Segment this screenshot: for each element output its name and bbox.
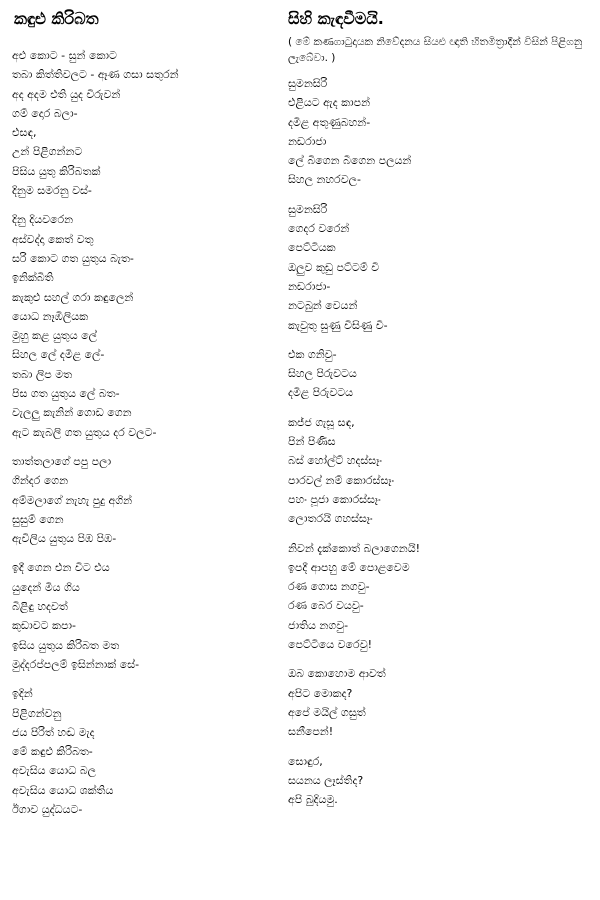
stanza: [288, 539, 594, 655]
poem-line: ජය පිරිත් හඬ මැද: [12, 725, 95, 739]
poem-line: තාත්තලාගේ පපු පලා: [12, 454, 112, 468]
poem-line: මුහු කළ යුතුය ලේ: [12, 329, 98, 343]
poem-line: අපි බුදියමු.: [288, 793, 338, 807]
poem-line: අපේ මයිල් ගසුත්: [288, 705, 366, 719]
stanza-gap: [288, 742, 594, 752]
poem-line: ඇවිලිය යුතුය පිඹ පිඹ-: [12, 532, 117, 546]
poem-line: මේ කඳුළු කිරිබත-: [12, 745, 93, 759]
poem-line: යුදෙන් මිය ගිය: [12, 580, 80, 594]
poem-line: මුද්දරප්පලම් ඉසින්නාක් සේ-: [12, 657, 140, 671]
poem-line: පෙට්ටියක: [288, 241, 336, 255]
poem-line: පිසිය යුතු කිරිබතක්: [12, 164, 101, 178]
poem-line: සනීපෙන්!: [288, 725, 334, 739]
stanza: [288, 664, 594, 741]
poem-line: අස්වද්දා කෙත් වතු: [12, 232, 94, 246]
poem-line: ගෙදර වරෙන්: [288, 222, 350, 236]
poem-line: ගින්දර ගෙන: [12, 474, 69, 488]
poem-line: පිළිගන්වනු: [12, 706, 62, 720]
poem-intro: ( මේ කණගාටුදායක නිවේදනය සියළු ඥාති හිතමිත්‍රාදීන් විසින් පිළිගනු ලැබේවා. ): [288, 36, 583, 64]
poem-line: සොඳුර,: [288, 754, 323, 768]
stanza-gap: [12, 442, 274, 452]
poem-line: ඉසිය යුතුය කිරිබත මත: [12, 638, 120, 652]
poem-line: රණ ගොස නගවු-: [288, 580, 370, 594]
poem-line: අම්මලාගේ නැහැ පුදු අගින්: [12, 493, 133, 507]
stanza: [12, 684, 274, 819]
poem-line: සරි කොට ගත යුතුය බැත-: [12, 251, 134, 265]
poem-line: ඉපදී ආපහු මේ පොළවෙම: [288, 560, 410, 574]
poem-line: සුමනසිරි: [288, 202, 328, 216]
poem-line: සුමනසිරි: [288, 77, 328, 90]
stanza: [12, 558, 274, 674]
poem-line: තබා ලිප මත: [12, 367, 73, 381]
stanza-gap: [12, 674, 274, 684]
poem-line: පෙට්ටියෙ වරෙවු!: [288, 638, 373, 652]
poem-line: බිළිඳු හදවත්: [12, 600, 68, 614]
poem-line: කැවුතු සුණු විසිණු වී-: [288, 318, 388, 332]
stanza-gap: [12, 548, 274, 558]
poem-line: එසඳ,: [12, 126, 37, 140]
poem-line: සයනය ලෑස්තිද?: [288, 773, 364, 787]
poem-line: සිහල පිරුවටය: [288, 367, 357, 381]
poem-line: පාරවල් නම් කොරස්සෑං: [288, 473, 395, 487]
poem-line: දිනු දියවරෙන: [12, 213, 74, 227]
stanza: [288, 413, 594, 529]
poem-line: අවැසිය යොධ ශක්තිය: [12, 783, 114, 797]
poem-line: අවැසිය යොධ බල: [12, 764, 96, 778]
poem-line: පිස ගත යුතුය ලේ බත-: [12, 387, 120, 401]
poem-line: පින් පිණිස: [288, 435, 336, 449]
poem-line: එළියට ඇද කාපන්: [288, 96, 371, 110]
poem-line: සිහල නහරවල-: [288, 173, 361, 187]
poem-line: දිනුම සමරනු වස්-: [12, 184, 92, 198]
stanza-gap: [288, 335, 594, 345]
poem-right: [288, 8, 594, 809]
stanza: [288, 345, 594, 403]
poem-body: [288, 74, 594, 809]
stanza-gap: [288, 190, 594, 200]
poem-line: බස් හෝල්ට් හදස්සෑං: [288, 454, 383, 468]
stanza: [12, 46, 274, 200]
stanza: [12, 210, 274, 442]
poem-line: සිහල ලේ දමිළ ලේ-: [12, 348, 105, 362]
poem-line: අපිට මොකද?: [288, 686, 353, 700]
poem-line: අද අදම එති යුද විරුවන්: [12, 87, 121, 101]
poem-line: කුඩාවට කපා-: [12, 619, 76, 633]
poem-title: කඳුළු කිරිබත: [14, 9, 99, 28]
poem-line: සුසුම් ගෙන: [12, 512, 64, 526]
poem-line: ඔබ කොහොම ආවත්: [288, 667, 386, 681]
poem-line: ගම් දොර බලා-: [12, 106, 78, 120]
stanza: [288, 200, 594, 335]
poem-left: [12, 8, 274, 819]
poem-line: කජ්ජ ගැසූ සඳ,: [288, 415, 355, 429]
stanza: [288, 752, 594, 810]
poem-line: නඩරාජා-: [288, 279, 331, 293]
poem-line: රණ බෙර වයවු-: [288, 599, 364, 613]
poem-line: කැකුළු සහල් ගරා කඳුලෙන්: [12, 290, 134, 304]
poem-line: තබා කිත්තිවලට - ඈණ ගසා සතුරන්: [12, 68, 179, 82]
poem-line: නඩරාජා: [288, 134, 327, 148]
poem-line: අළු කොට - සුන් කොට: [12, 49, 117, 62]
poem-line: ඉදින්: [12, 687, 33, 701]
poem-line: ලේ බීගෙන බීගෙන පලයන්: [288, 154, 412, 168]
poem-line: ලොතරයි ගහස්සෑං: [288, 512, 373, 526]
poem-line: එක ගනිවු-: [288, 347, 337, 361]
poem-line: ඔලුව කුඩු පට්ටම් වී: [288, 260, 380, 274]
poem-line: යොධ නෑඹිලියක: [12, 309, 89, 323]
stanza-gap: [288, 529, 594, 539]
poem-body: [12, 46, 274, 819]
poem-line: වැලලු කැනින් ගොඩ ගෙන: [12, 406, 132, 420]
poem-line: උන් පිළිගන්නට: [12, 145, 83, 159]
stanza-gap: [288, 403, 594, 413]
poem-title: සිහි කැඳවීමයි.: [288, 9, 384, 28]
stanza-gap: [12, 200, 274, 210]
poem-line: ජාතිය නගවු-: [288, 618, 349, 632]
poem-line: ඇට කැබලි ගත යුතුය දර වලට-: [12, 425, 157, 439]
poem-line: දමිළ අතුණුබහන්-: [288, 115, 371, 129]
poem-line: නටබුන් වෙයන්: [288, 299, 358, 313]
poem-line: ඊගාව යුද්ධයට-: [12, 802, 83, 816]
poem-line: නිවන් දැක්කොත් බලාගෙනයි!: [288, 541, 421, 555]
stanza: [288, 74, 594, 190]
stanza: [12, 452, 274, 548]
poem-line: දමිළ පිරුවටය: [288, 386, 354, 400]
stanza-gap: [288, 654, 594, 664]
poem-line: පහං පූජා කොරස්සෑං: [288, 492, 381, 506]
poem-line: ඉදී ගෙන එන විට එය: [12, 561, 110, 575]
poem-line: ඉනික්බිති: [12, 271, 54, 285]
